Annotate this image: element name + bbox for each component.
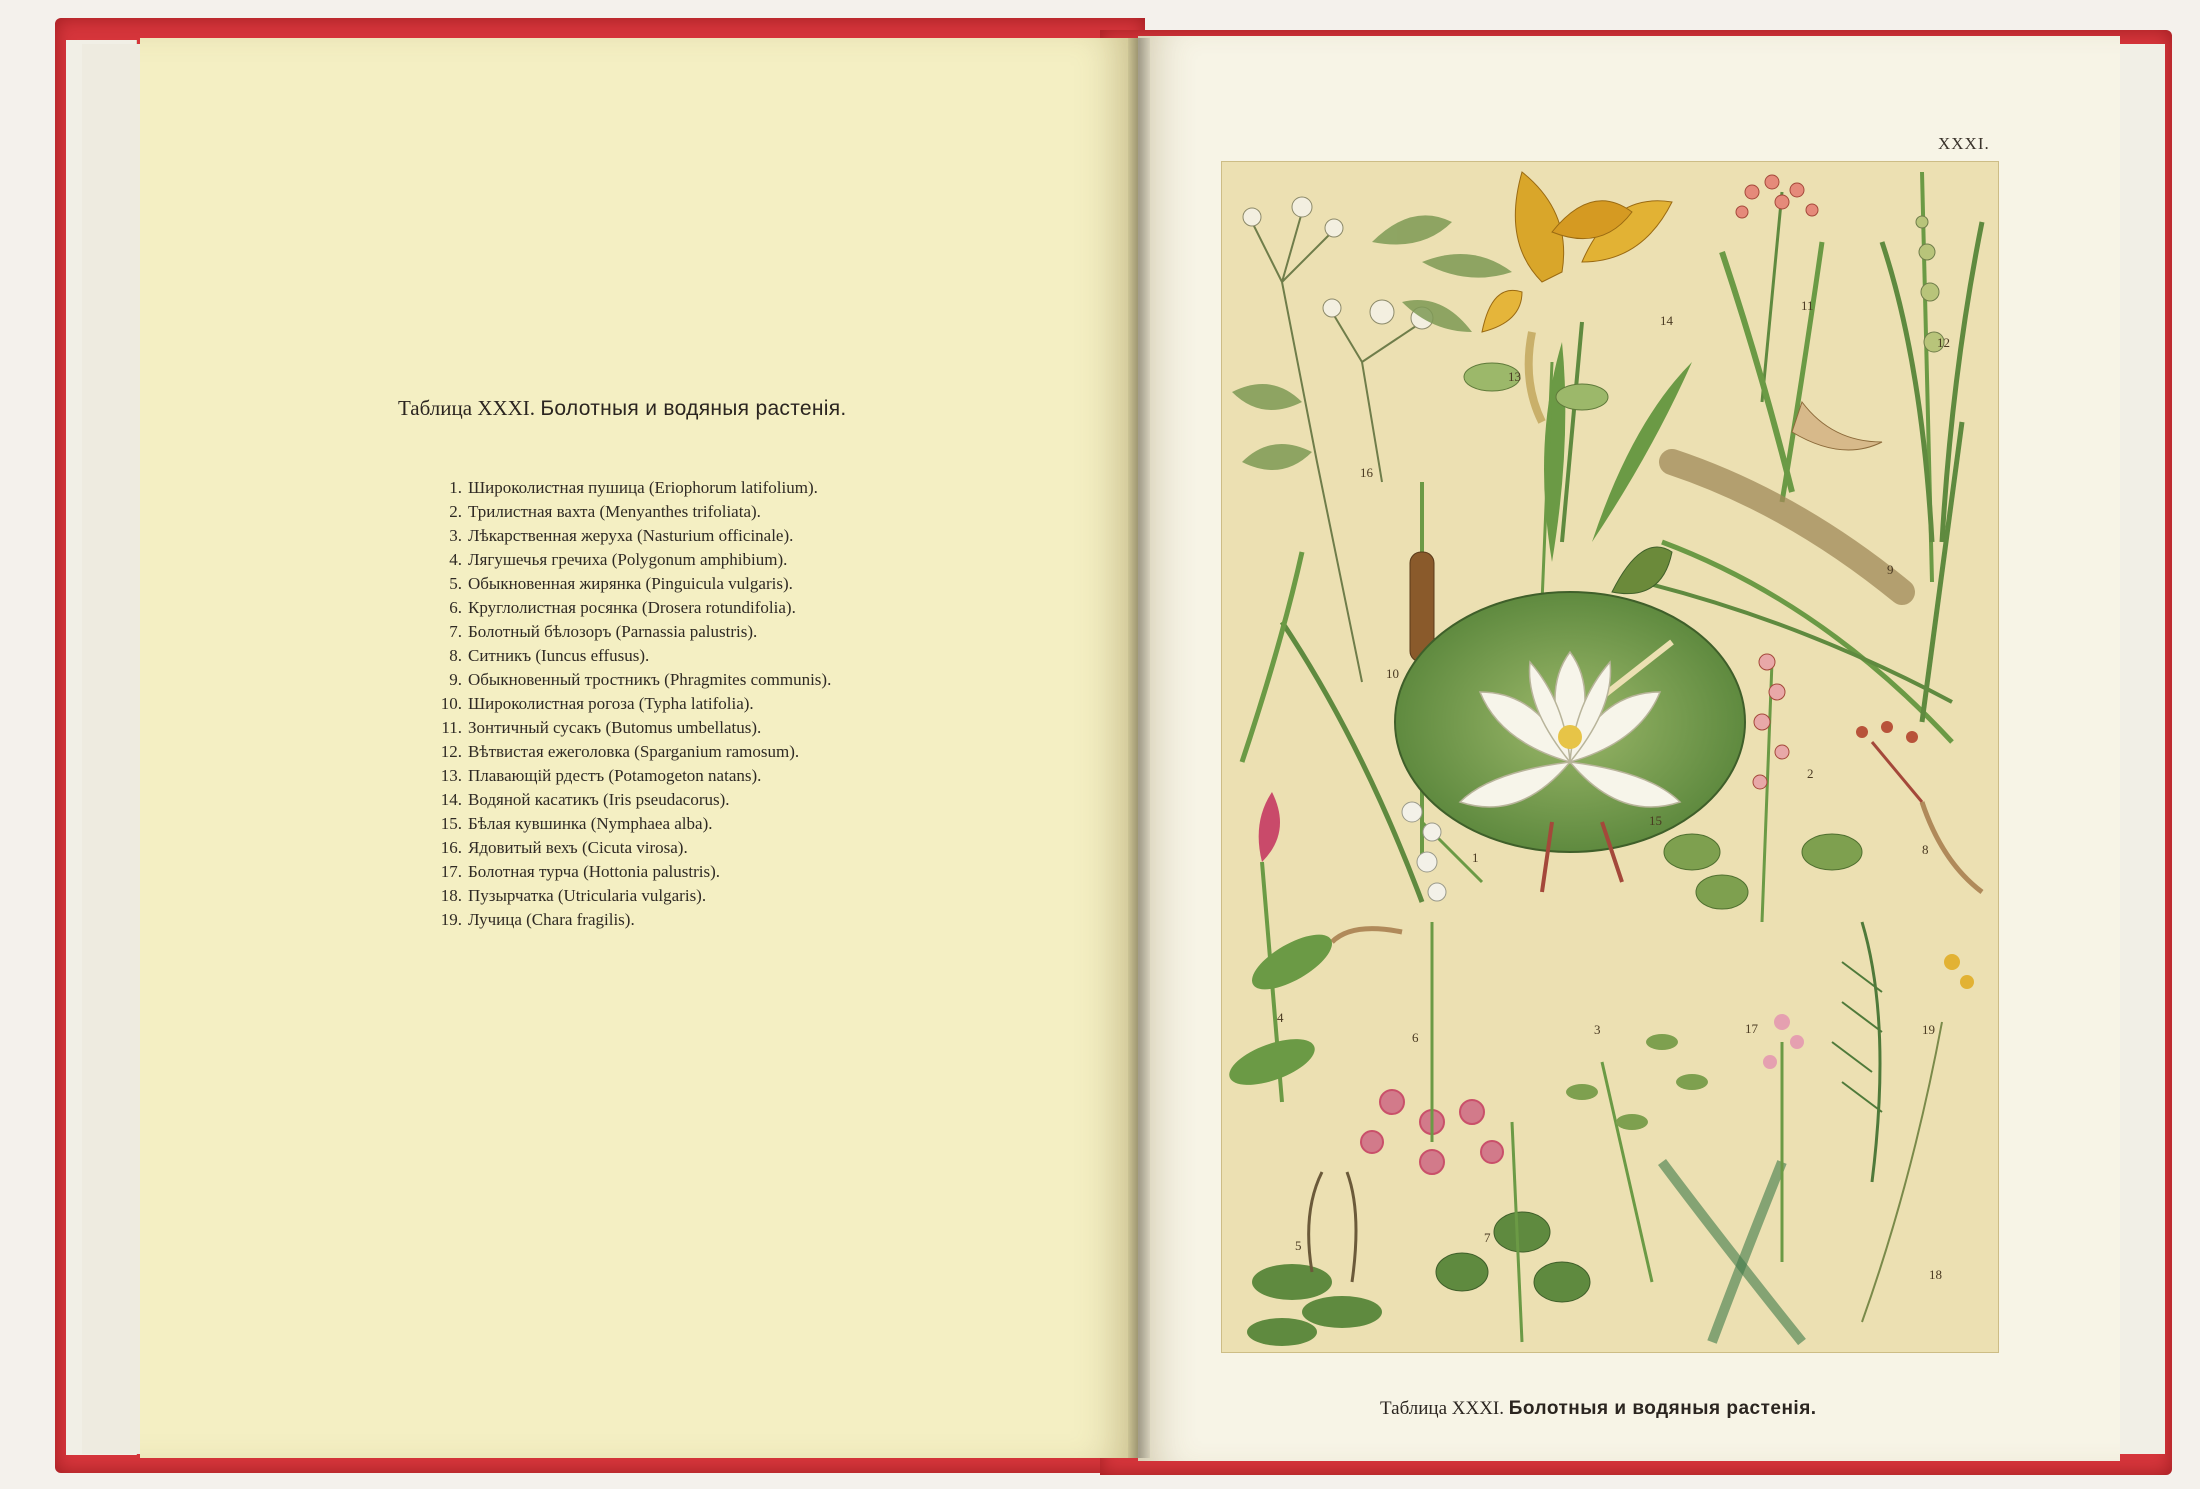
species-name: Широколистная рогоза (Typha latifolia). — [468, 694, 754, 713]
species-name: Бѣлая кувшинка (Nymphaea alba). — [468, 814, 713, 833]
species-item — [430, 524, 831, 548]
plate-reference-number: 12 — [1937, 335, 1950, 350]
plate-reference-number: 9 — [1887, 562, 1894, 577]
species-name: Обыкновенный тростникъ (Phragmites communis). — [468, 670, 832, 689]
plate-caption-main: Болотныя и водяныя растенія. — [1508, 1398, 1817, 1419]
plate-reference-number: 11 — [1801, 298, 1814, 313]
species-number: 7. — [449, 622, 462, 641]
species-number: 5. — [449, 574, 462, 593]
plate-reference-number: 10 — [1386, 666, 1399, 681]
plate-reference-number: 4 — [1277, 1010, 1284, 1025]
species-name: Лягушечья гречиха (Polygonum amphibium). — [468, 550, 788, 569]
species-name: Круглолистная росянка (Drosera rotundifolia). — [468, 598, 796, 617]
species-number: 8. — [449, 646, 462, 665]
plant-illustration — [1222, 162, 1998, 1352]
species-name: Зонтичный сусакъ (Butomus umbellatus). — [468, 718, 762, 737]
species-item — [430, 860, 831, 884]
species-item — [430, 764, 831, 788]
species-name: Болотная турча (Hottonia palustris). — [468, 862, 720, 881]
species-number: 12. — [440, 742, 462, 761]
table-title-main: Болотныя и водяныя растенія. — [540, 397, 847, 420]
plate-reference-number: 19 — [1922, 1022, 1935, 1037]
plate-reference-number: 5 — [1295, 1238, 1302, 1253]
book-gutter — [1128, 38, 1150, 1458]
plate-reference-number: 3 — [1594, 1022, 1601, 1037]
species-list — [430, 476, 831, 932]
species-number: 15. — [440, 814, 462, 833]
species-name: Ситникъ (Iuncus effusus). — [468, 646, 650, 665]
species-number: 1. — [449, 478, 462, 497]
species-name: Лучица (Chara fragilis). — [468, 910, 635, 929]
species-item — [430, 908, 831, 932]
species-number: 11. — [441, 718, 462, 737]
plate-number: XXXI. — [1938, 134, 1990, 153]
species-item — [430, 740, 831, 764]
species-item — [430, 644, 831, 668]
species-name: Ядовитый вехъ (Cicuta virosa). — [468, 838, 688, 857]
species-item — [430, 500, 831, 524]
species-number: 3. — [449, 526, 462, 545]
species-item — [430, 788, 831, 812]
species-number: 19. — [440, 910, 462, 929]
species-number: 2. — [449, 502, 462, 521]
species-name: Водяной касатикъ (Iris pseudacorus). — [468, 790, 730, 809]
plate-reference-number: 1 — [1472, 850, 1479, 865]
species-item — [430, 692, 831, 716]
species-name: Пузырчатка (Utricularia vulgaris). — [468, 886, 707, 905]
page-edges-left-inner — [82, 44, 141, 1454]
plate-reference-number: 14 — [1660, 313, 1673, 328]
species-name: Широколистная пушица (Eriophorum latifolium). — [468, 478, 818, 497]
species-item — [430, 620, 831, 644]
page-edges-right — [2118, 44, 2165, 1454]
species-number: 16. — [440, 838, 462, 857]
plate-reference-number: 13 — [1508, 369, 1521, 384]
plate-reference-number: 7 — [1484, 1230, 1491, 1245]
species-number: 4. — [449, 550, 462, 569]
plate-reference-number: 17 — [1745, 1021, 1758, 1036]
plate-caption — [1380, 1398, 1817, 1420]
species-item — [430, 884, 831, 908]
species-number: 10. — [440, 694, 462, 713]
species-item — [430, 548, 831, 572]
species-number: 6. — [449, 598, 462, 617]
species-name: Трилистная вахта (Menyanthes trifoliata). — [468, 502, 761, 521]
botanical-plate-illustration — [1221, 161, 1999, 1353]
species-number: 14. — [440, 790, 462, 809]
species-number: 13. — [440, 766, 462, 785]
plate-reference-number: 15 — [1649, 813, 1662, 828]
table-title — [398, 396, 958, 421]
species-name: Плавающій рдестъ (Potamogeton natans). — [468, 766, 762, 785]
species-number: 18. — [440, 886, 462, 905]
species-item — [430, 572, 831, 596]
species-item — [430, 812, 831, 836]
species-item — [430, 476, 831, 500]
species-name: Обыкновенная жирянка (Pinguicula vulgaris). — [468, 574, 793, 593]
species-item — [430, 836, 831, 860]
species-name: Болотный бѣлозоръ (Parnassia palustris). — [468, 622, 758, 641]
plate-reference-number: 8 — [1922, 842, 1929, 857]
species-item — [430, 596, 831, 620]
species-name: Лѣкарственная жеруха (Nasturium officinale). — [468, 526, 794, 545]
plate-caption-prefix: Таблица XXXI. — [1380, 1398, 1505, 1419]
plate-reference-number: 18 — [1929, 1267, 1942, 1282]
species-number: 17. — [440, 862, 462, 881]
plate-reference-number: 6 — [1412, 1030, 1419, 1045]
plate-reference-number: 2 — [1807, 766, 1814, 781]
species-name: Вѣтвистая ежеголовка (Sparganium ramosum). — [468, 742, 800, 761]
species-item — [430, 668, 831, 692]
species-item — [430, 716, 831, 740]
plate-reference-number: 16 — [1360, 465, 1373, 480]
species-number: 9. — [449, 670, 462, 689]
table-title-prefix: Таблица XXXI. — [398, 396, 536, 420]
